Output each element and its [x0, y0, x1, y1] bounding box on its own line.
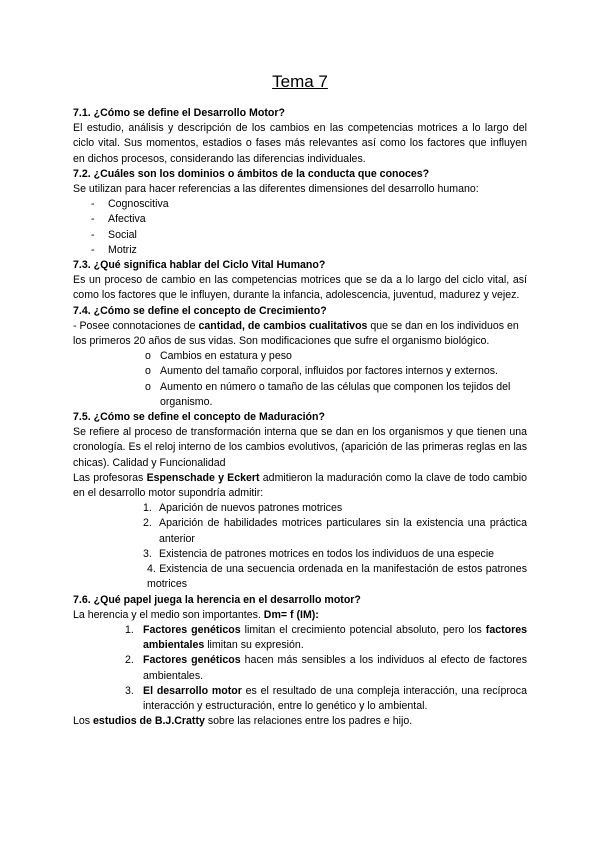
heading-7-4: 7.4. ¿Cómo se define el concepto de Crecimiento?: [73, 304, 327, 317]
crecimiento-list: [145, 349, 527, 410]
list-item: o Aumento del tamaño corporal, influidos por factores internos y externos.: [145, 364, 527, 379]
text-7-4: [73, 319, 527, 349]
text-7-1: El estudio, análisis y descripción de los cambios en las competencias motrices a lo largo del ciclo vital. Sus momentos, estadios o fases más relevantes así como los factores que influyen en dichos procesos, considerando las diferencias individuales.: [73, 122, 527, 165]
list-item: - Cognoscitiva: [73, 197, 527, 212]
text-7-4-lead: - Posee connotaciones de: [73, 319, 199, 332]
text-7-6-lead: La herencia y el medio son importantes.: [73, 608, 264, 621]
text-7-4-mid: de: [244, 319, 264, 332]
item-text: limitan su expresión.: [204, 639, 304, 652]
text-7-5-p2: [73, 471, 527, 501]
closing-rest: sobre las relaciones entre los padres e hijo.: [204, 715, 413, 728]
heading-7-6: 7.6. ¿Qué papel juega la herencia en el desarrollo motor?: [73, 593, 361, 606]
item-number: 2.: [143, 517, 152, 530]
text-7-5-p2-bold: Espenschade y Eckert: [146, 471, 260, 484]
item-bold: Factores genéticos: [143, 623, 241, 636]
item-text: es el resultado de una compleja interacción, una recíproca interacción y estructuración, entre lo genético y lo ambiental.: [143, 684, 527, 712]
dominios-list: [73, 197, 527, 258]
closing-text: [73, 714, 527, 729]
item-bold: El desarrollo motor: [143, 684, 242, 697]
item-text: Aparición de habilidades motrices particulares sin la existencia una práctica anterior: [159, 517, 527, 545]
item-text: Aparición de nuevos patrones motrices: [159, 502, 343, 515]
text-7-4-rest: que se dan en los individuos en los primeros 20 años de sus vidas. Son modificaciones que sufre el organismo biológico.: [73, 319, 519, 348]
list-item: [143, 562, 527, 592]
list-item: - Social: [73, 228, 527, 243]
text-7-4-bold-cambios: cambios cualitativos: [263, 319, 368, 332]
list-item: [125, 684, 527, 714]
list-item: [143, 516, 527, 546]
list-item: [143, 501, 527, 516]
item-text: limitan el crecimiento potencial absoluto, pero los: [240, 623, 486, 636]
heading-7-2: 7.2. ¿Cuáles son los dominios o ámbitos de la conducta que conoces?: [73, 167, 430, 180]
list-item: - Afectiva: [73, 212, 527, 227]
closing-lead: Los: [73, 715, 94, 728]
list-item: - Motriz: [73, 243, 527, 258]
formula: Dm= f (IM):: [263, 608, 319, 621]
list-item: o Cambios en estatura y peso: [145, 349, 527, 364]
text-7-5: Se refiere al proceso de transformación interna que se dan en los organismos y que tienen una cronología. Es el reloj interno de los cambios evolutivos, (aparición de las primeras reglas en las chicas). Calidad y Funcionalidad: [73, 426, 527, 469]
item-bold: factores ambientales: [143, 623, 528, 652]
item-bold: Factores genéticos: [143, 654, 241, 667]
item-text: Existencia de una secuencia ordenada en la manifestación de estos patrones motrices: [147, 563, 527, 591]
item-number: 4.: [147, 563, 156, 576]
maduracion-list: [143, 501, 527, 592]
item-number: 3.: [143, 547, 152, 560]
herencia-list: [125, 623, 527, 714]
item-number: 2.: [125, 654, 134, 667]
list-item: [125, 623, 527, 653]
item-text: Existencia de patrones motrices en todos los individuos de una especie: [159, 547, 495, 560]
heading-7-5: 7.5. ¿Cómo se define el concepto de Maduración?: [73, 411, 325, 424]
list-item: [125, 653, 527, 683]
text-7-5-p2-lead: Las profesoras: [73, 471, 147, 484]
item-number: 1.: [125, 623, 134, 636]
item-number: 1.: [143, 502, 152, 515]
item-number: 3.: [125, 684, 134, 697]
text-7-6: [73, 608, 527, 623]
document-body: [73, 106, 527, 729]
item-text: hacen más sensibles a los individuos al efecto de factores ambientales.: [143, 654, 528, 682]
text-7-4-bold-cantidad: cantidad,: [198, 319, 245, 332]
text-7-3: Es un proceso de cambio en las competencias motrices que se da a lo largo del ciclo vital, así como los factores que le influyen, durante la infancia, adolescencia, juventud, madurez y vejez.: [73, 274, 527, 302]
closing-bold: estudios de B.J.Cratty: [93, 715, 205, 728]
text-7-5-p2-rest: admitieron la maduración como la clave de todo cambio en el desarrollo motor supondría admitir:: [73, 471, 527, 500]
heading-7-3: 7.3. ¿Qué significa hablar del Ciclo Vital Humano?: [73, 259, 326, 272]
list-item: o Aumento en número o tamaño de las células que componen los tejidos del organismo.: [145, 380, 527, 410]
page-title: Tema 7: [272, 72, 328, 91]
list-item: [143, 547, 527, 562]
text-7-2: Se utilizan para hacer referencias a las diferentes dimensiones del desarrollo humano:: [73, 183, 479, 196]
heading-7-1: 7.1. ¿Cómo se define el Desarrollo Motor?: [73, 107, 285, 119]
